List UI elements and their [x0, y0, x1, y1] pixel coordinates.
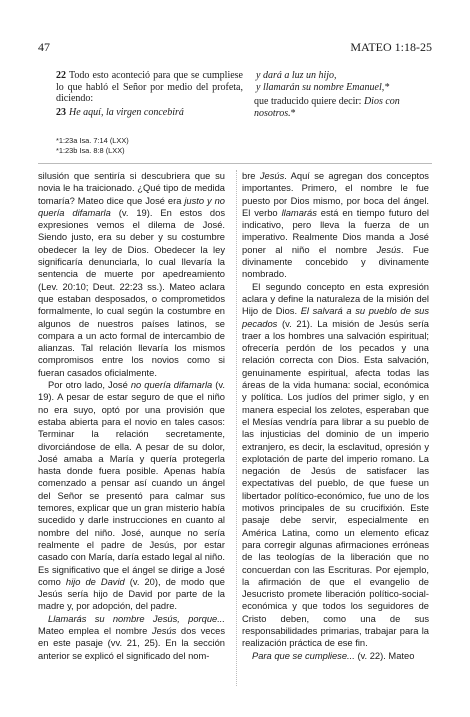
text-run: está en tiempo futuro del indicativo, pero lleva la fuerza de un imperativo. Realmente Dios manda a José poner al niño el nombre [242, 207, 430, 255]
scripture-block-left [56, 70, 243, 118]
italic-run: Jesús [259, 171, 285, 181]
verse-text: Todo esto aconteció para que se cumpliese lo que habló el Señor por medio del profeta, diciendo: [56, 70, 243, 105]
text-run: (v. 22). Mateo [354, 650, 415, 661]
italic-run: Jesús [376, 244, 401, 255]
page-number: 47 [38, 40, 50, 54]
verse-23 [56, 107, 243, 119]
footnote: *1:23a Isa. 7:14 (LXX) [56, 136, 129, 145]
verse-line: y llamarán su nombre Emanuel,* [256, 81, 390, 93]
text-run: (v. 21). La misión de Jesús sería traer a los hombres una salvación espiritual; ofrecería perdón de los pecados y una relación correcta con Dios. Esta salvación, genuinamente espiritual, afecta todas las áreas de la vida humana: social, económica y política. Los judíos del primer siglo, y en manera especial los zelotes, esperaban que el Mesías vendría para librar a su pueblo de las injusticias del dominio de un imperio extranjero, es decir, la esclavitud, opresión y explotación de parte del imperio romano. La negación de Jesús de satisfacer las expectativas del pueblo, de que fuese un libertador político-económico, fue uno de los motivos principales de su crucifixión. Este pasaje debe servir, especialmente en América Latina, como un elemento eficaz para corregir algunas afirmaciones erróneas de las teologías de la liberación que no concuerdan con las Escrituras. Por ejemplo, la afirmación de que el evangelio de Jesucristo promete liberación político-social-económica y que todos los seguidores de Cristo deben, como una de sus responsabilidades primarias, trabajar para la realización práctica de ese fin. [242, 318, 429, 649]
text-run: dos veces en este pasaje (vv. 21, 25). En la sección anterior se explicó el significado del nom- [38, 625, 225, 661]
text-run: bre [242, 171, 260, 181]
column-divider [236, 170, 237, 686]
text-run: Mateo emplea el nombre [38, 625, 152, 636]
paragraph [242, 170, 429, 281]
text-run: Por otro lado, José [48, 380, 131, 391]
running-header: MATEO 1:18-25 [350, 40, 432, 54]
text-run: (v. 20), de modo que Jesús sería hijo de David por parte de la madre y, por adopción, del padre. [38, 576, 225, 612]
verse-number: 23 [56, 106, 66, 118]
verse-line: que traducido quiere decir: Dios con nosotros.* [254, 96, 400, 119]
commentary-column-right [242, 170, 429, 662]
italic-run: Para que se cumpliese... [252, 650, 355, 661]
italic-run: El salvará a su pueblo de sus pecados [242, 306, 429, 329]
paragraph [242, 281, 429, 650]
italic-run: Jesús [151, 625, 177, 636]
text-run: silusión que sentiría si descubriera que su novia le ha traicionado. ¿Qué tipo de medida tomaría? Mateo dice que José era [38, 171, 225, 206]
paragraph [38, 613, 225, 662]
text-run: (v. 19). En estos dos expresiones vemos el dilema de José. Siendo justo, era su deber y su costumbre obedecer la ley de Dios. Obedecer la ley significaría denunciarla, lo cual llevaría la sentencia de muerte por apedreamiento (Lev. 20:10; Deut. 22:23 ss.). Mateo aclara que estaban desposados, o comprometidos formalmente, lo cual según la costumbre en algunos de nuestros países latinos, se compara a un acto formal de intercambio de alianzas. Tal relación llevaría los mismos compromisos entre los novios como si fueran casados oficialmente. [38, 207, 225, 378]
verse-text: He aquí, la virgen concebirá [69, 106, 184, 118]
italic-run: llamarás [281, 207, 317, 218]
verse-22 [56, 70, 243, 105]
italic-run: hijo de David [65, 576, 125, 587]
paragraph [38, 379, 225, 613]
verse-number: 22 [56, 70, 66, 81]
paragraph [38, 170, 225, 379]
paragraph [242, 650, 429, 662]
italic-run: Llamarás su nombre Jesús, porque... [48, 613, 225, 624]
footnote: *1:23b Isa. 8:8 (LXX) [56, 146, 125, 155]
commentary-column-left [38, 170, 225, 662]
text-run: El segundo concepto en esta expresión aclara y define la naturaleza de la misión del Hijo de Dios. [242, 281, 429, 317]
italic-run: justo y no quería difamarla [38, 195, 226, 218]
section-rule [38, 163, 432, 164]
verse-line: y dará a luz un hijo, [256, 70, 337, 81]
scripture-block-right [254, 70, 432, 119]
text-run: (v. 19). A pesar de estar seguro de que el niño no era suyo, optó por una provisión que estaba abierta para el novio en tales casos: Terminar la relación secretamente, divorciándose de ella. A pesar de su dolor, José amaba a María y quería protegerla hasta donde fuera posible. Apenas había comenzado a pensar así cuando un ángel del Señor se presentó para calmar sus temores, explicar que un gran misterio había sucedido y darle instrucciones en cuanto al nombre del niño. José, aunque no sería realmente el padre de Jesús, por estar casado con María, daría estado legal al niño. Es significativo que el ángel se dirige a José como [38, 380, 225, 587]
text-run: . Fue divinamente concebido y divinamente nombrado. [242, 244, 429, 280]
text-run: . Aquí se agregan dos conceptos importantes. Primero, el nombre le fue puesto por Dios mismo, por boca del ángel. El verbo [242, 171, 429, 218]
italic-run: no quería difamarla [130, 380, 213, 391]
footnotes [56, 136, 256, 156]
